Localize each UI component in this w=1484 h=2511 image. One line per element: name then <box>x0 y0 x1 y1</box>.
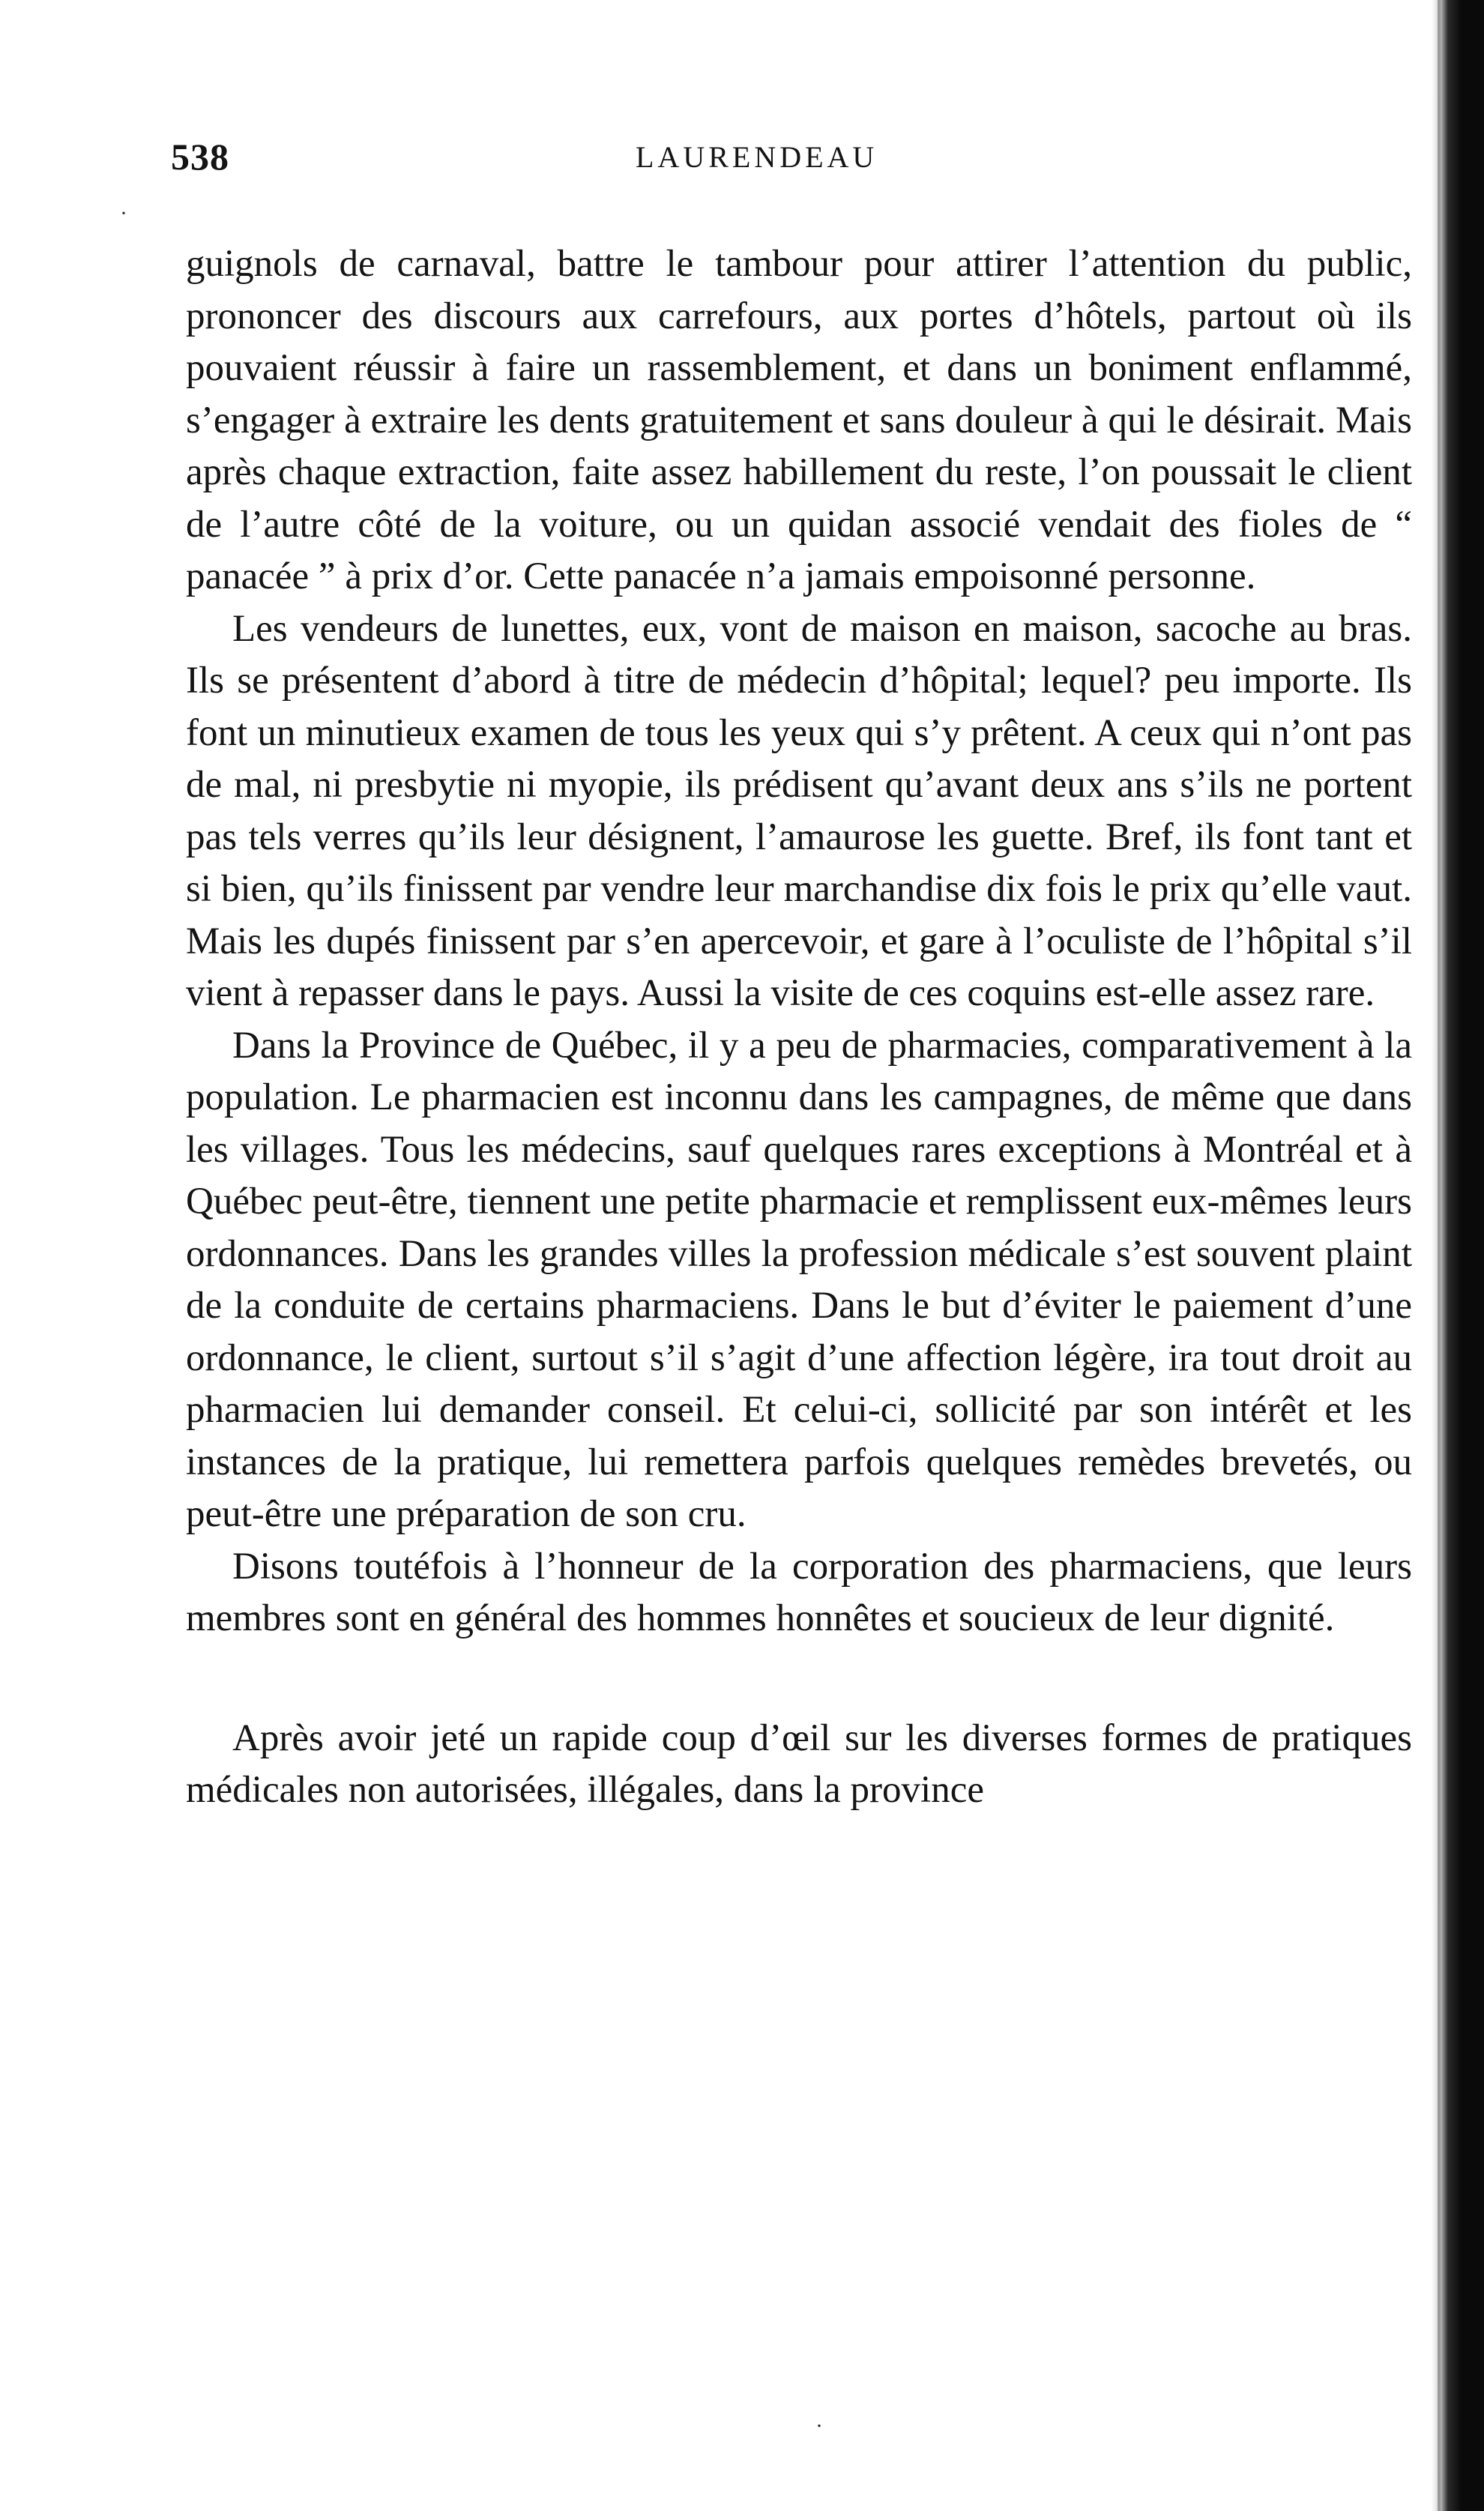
paragraph: Les vendeurs de lunettes, eux, vont de maison en maison, sacoche au bras. Ils se présentent d’abord à titre de médecin d’hôpital; lequel? peu importe. Ils font un minutieux examen de tous les yeux qui s’y prêtent. A ceux qui n’ont pas de mal, ni presbytie ni myopie, ils prédisent qu’avant deux ans s’ils ne portent pas tels verres qu’ils leur désignent, l’amaurose les guette. Bref, ils font tant et si bien, qu’ils finissent par vendre leur marchandise dix fois le prix qu’elle vaut. Mais les dupés finissent par s’en apercevoir, et gare à l’oculiste de l’hôpital s’il vient à repasser dans le pays. Aussi la visite de ces coquins est-elle assez rare. <box>186 607 1412 1014</box>
stray-mark: · <box>120 201 127 226</box>
body-text <box>186 238 1412 1817</box>
paragraph: Après avoir jeté un rapide coup d’œil sur les diverses formes de pratiques médicales non autorisées, illégales, dans la province <box>186 1716 1412 1811</box>
page-header <box>171 135 1370 187</box>
paragraph: Disons toutéfois à l’honneur de la corporation des pharmaciens, que leurs membres sont en général des hommes honnêtes et soucieux de leur dignité. <box>186 1545 1412 1639</box>
scan-page-edge-line <box>1438 0 1441 2511</box>
section-break <box>186 1645 1412 1713</box>
paragraph: Dans la Province de Québec, il y a peu de pharmacies, comparativement à la population. Le pharmacien est inconnu dans les campagnes, de même que dans les villages. Tous les médecins, sauf quelques rares exceptions à Montréal et à Québec peut-être, tiennent une petite pharmacie et remplissent eux-mêmes leurs ordonnances. Dans les grandes villes la profession médicale s’est souvent plaint de la conduite de certains pharmaciens. Dans le but d’éviter le paiement d’une ordonnance, le client, surtout s’il s’agit d’une affection légère, ira tout droit au pharmacien lui demander conseil. Et celui-ci, sollicité par son intérêt et les instances de la pratique, lui remettera parfois quelques remèdes brevetés, ou peut-être une préparation de son cru. <box>186 1024 1412 1535</box>
running-head: LAURENDEAU <box>636 140 878 174</box>
page-number: 538 <box>171 136 229 178</box>
stray-mark: · <box>815 2414 823 2438</box>
paragraph: guignols de carnaval, battre le tambour pour attirer l’attention du public, prononcer des discours aux carrefours, aux portes d’hôtels, partout où ils pouvaient réussir à faire un rassemblement, et dans un boniment enflammé, s’engager à extraire les dents gratuitement et sans douleur à qui le désirait. Mais après chaque extraction, faite assez habillement du reste, l’on poussait le client de l’autre côté de la voiture, ou un quidan associé vendait des fioles de “ panacée ” à prix d’or. Cette panacée n’a jamais empoisonné personne. <box>186 243 1412 597</box>
